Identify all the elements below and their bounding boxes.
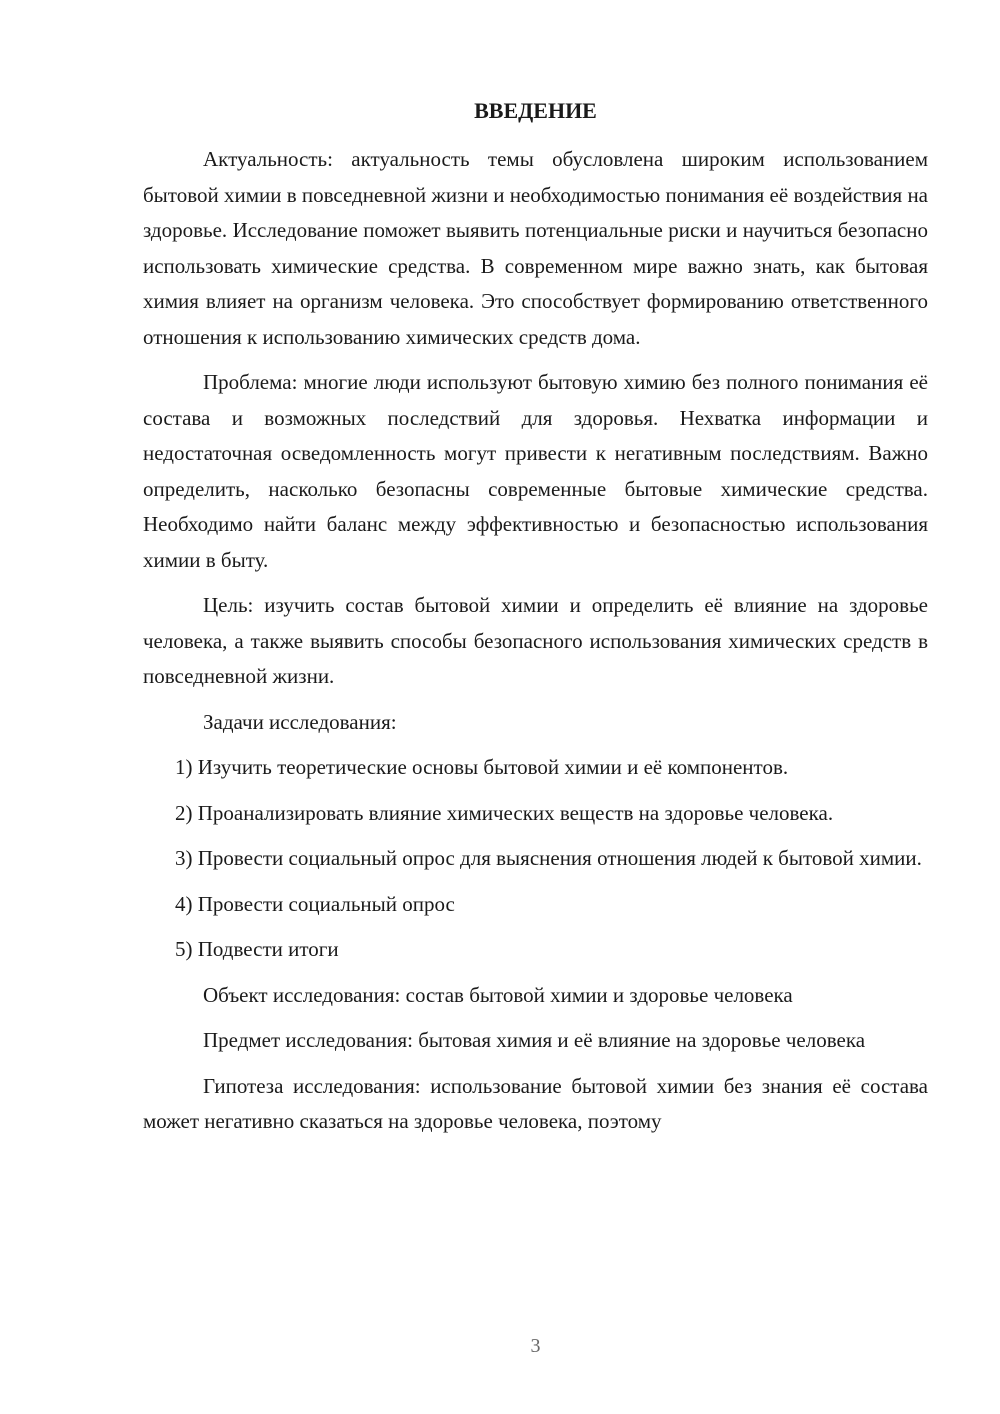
task-item-3: 3) Провести социальный опрос для выяснения отношения людей к бытовой химии.: [175, 846, 922, 870]
page-number: 3: [530, 1335, 541, 1357]
paragraph-object: Объект исследования: состав бытовой химии и здоровье человека: [203, 982, 793, 1007]
task-item-4: 4) Провести социальный опрос: [175, 891, 455, 916]
task-item-2: 2) Проанализировать влияние химических веществ на здоровье человека.: [175, 800, 834, 825]
paragraph-subject: Предмет исследования: бытовая химия и её влияние на здоровье человека: [203, 1028, 866, 1052]
paragraph-hypothesis: Гипотеза исследования: использование бытовой химии без знания её состава может негативно сказаться на здоровье человека, поэтому: [143, 1073, 928, 1133]
task-item-5: 5) Подвести итоги: [175, 937, 339, 961]
paragraph-tasks-heading: Задачи исследования:: [203, 709, 397, 734]
document-page: [143, 0, 928, 1414]
section-heading: ВВЕДЕНИЕ: [474, 98, 597, 123]
document-body: [143, 142, 928, 1150]
paragraph-relevance: Актуальность: актуальность темы обусловлена широким использованием бытовой химии в повседневной жизни и необходимостью понимания её воздействия на здоровье. Исследование поможет выявить потенциальные риски и научиться безопасно использовать химические средства. В современном мире важно знать, как бытовая химия влияет на организм человека. Это способствует формированию ответственного отношения к использованию химических средств дома.: [143, 147, 928, 349]
paragraph-problem: Проблема: многие люди используют бытовую химию без полного понимания её состава и возможных последствий для здоровья. Нехватка информации и недостаточная осведомленность могут привести к негативным последствиям. Важно определить, насколько безопасны современные бытовые химические средства. Необходимо найти баланс между эффективностью и безопасностью использования химии в быту.: [143, 370, 928, 572]
paragraph-goal: Цель: изучить состав бытовой химии и определить её влияние на здоровье человека, а также выявить способы безопасного использования химических средств в повседневной жизни.: [143, 593, 928, 688]
task-item-1: 1) Изучить теоретические основы бытовой химии и её компонентов.: [175, 755, 789, 779]
